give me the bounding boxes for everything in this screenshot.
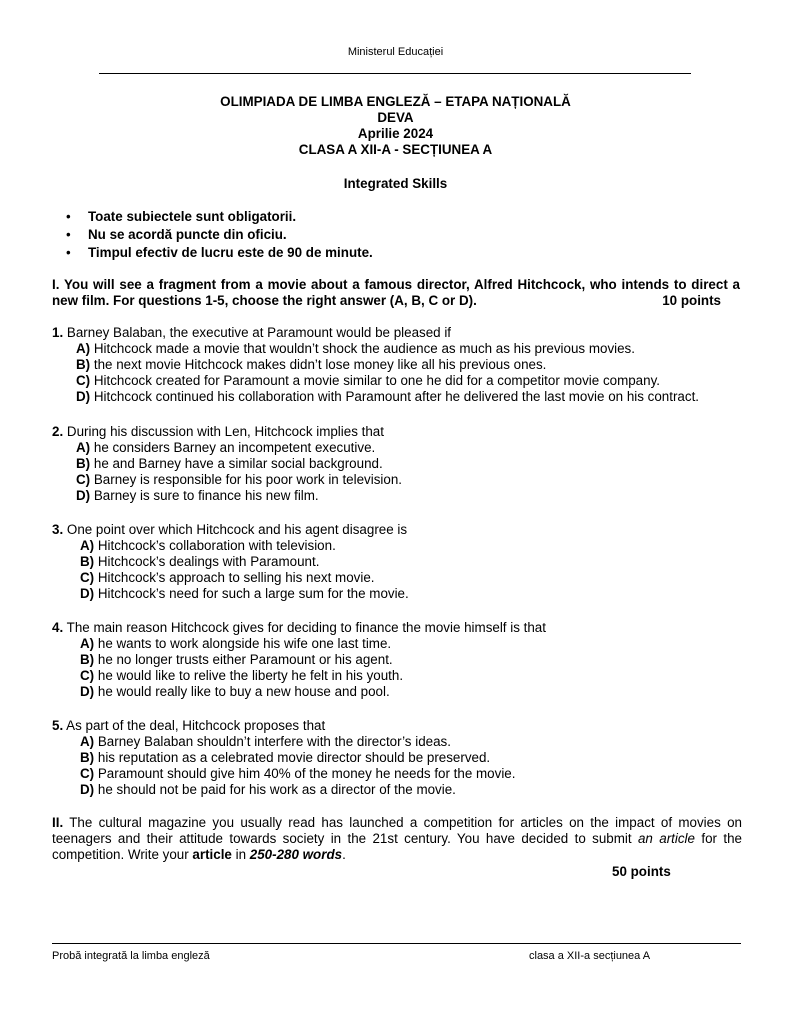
option-text: Hitchcock continued his collaboration with Paramount after he delivered the last movie on his contract. [93, 389, 700, 404]
option-letter: C) [80, 766, 95, 781]
section-1-points: 10 points [662, 293, 721, 308]
question-text: During his discussion with Len, Hitchcock implies that [66, 424, 384, 439]
question-stem [52, 424, 752, 440]
option-letter: B) [76, 456, 91, 471]
question-stem [52, 620, 752, 636]
answer-option [52, 684, 752, 700]
question-text: As part of the deal, Hitchcock proposes that [66, 718, 326, 733]
answer-option [52, 766, 752, 782]
option-text: he considers Barney an incompetent executive. [93, 440, 376, 455]
section-2-points: 50 points [612, 864, 671, 879]
section-2-bold-article: article [192, 847, 232, 862]
option-letter: D) [80, 586, 95, 601]
answer-option [52, 341, 752, 357]
option-text: Hitchcock’s approach to selling his next movie. [97, 570, 375, 585]
answer-option [52, 734, 752, 750]
option-text: Hitchcock’s need for such a large sum for the movie. [97, 586, 409, 601]
option-letter: A) [80, 734, 95, 749]
ministry-header: Ministerul Educației [347, 46, 444, 58]
option-letter: A) [76, 341, 91, 356]
section-1-instruction [52, 277, 740, 309]
option-text: Barney is responsible for his poor work in television. [93, 472, 403, 487]
rule-item: • Toate subiectele sunt obligatorii. [66, 209, 373, 227]
answer-option [52, 554, 752, 570]
option-text: he and Barney have a similar social background. [93, 456, 383, 471]
section-2-text: . [342, 847, 346, 862]
question-2 [52, 424, 752, 504]
answer-option [52, 488, 752, 504]
option-letter: C) [76, 472, 91, 487]
section-2-text: in [235, 847, 247, 862]
answer-option [52, 668, 752, 684]
exam-title: OLIMPIADA DE LIMBA ENGLEZĂ – ETAPA NAȚIONALĂ [220, 94, 571, 109]
answer-option [52, 570, 752, 586]
exam-class: CLASA A XII-A - SECȚIUNEA A [298, 142, 493, 157]
option-letter: A) [80, 636, 95, 651]
section-2-text: The cultural magazine you usually read has launched a competition for articles on the impact of movies on teenagers and their attitude towards society in the 21st century. You have decided to submit [52, 815, 742, 846]
section-1-text: I. You will see a fragment from a movie about a famous director, Alfred Hitchcock, who intends to direct a new film. For questions 1-5, choose the right answer (A, B, C or D). [52, 277, 740, 308]
question-number: 1. [52, 325, 64, 340]
exam-location: DEVA [377, 110, 414, 125]
option-text: he no longer trusts either Paramount or his agent. [97, 652, 393, 667]
option-text: his reputation as a celebrated movie director should be preserved. [97, 750, 491, 765]
option-text: Hitchcock’s dealings with Paramount. [97, 554, 320, 569]
footer-right-text: clasa a XII-a secțiunea A [529, 950, 651, 962]
section-2-text: for the competition. Write your [52, 831, 742, 862]
option-letter: B) [80, 652, 95, 667]
option-text: Barney is sure to finance his new film. [93, 488, 319, 503]
section-2-word-count: 250-280 words [249, 847, 343, 862]
answer-option [52, 357, 752, 373]
option-letter: A) [80, 538, 95, 553]
option-text: he would like to relive the liberty he felt in his youth. [97, 668, 404, 683]
question-1 [52, 325, 752, 405]
option-letter: D) [80, 782, 95, 797]
option-letter: B) [80, 750, 95, 765]
answer-option [52, 389, 752, 405]
option-text: he wants to work alongside his wife one last time. [97, 636, 392, 651]
option-text: Hitchcock created for Paramount a movie similar to one he did for a competitor movie company. [93, 373, 661, 388]
option-text: Barney Balaban shouldn’t interfere with the director’s ideas. [97, 734, 451, 749]
section-2-emph-article: an article [637, 831, 695, 846]
footer-divider [52, 943, 741, 944]
section-2-instruction [52, 815, 742, 863]
question-stem [52, 718, 752, 734]
question-number: 4. [52, 620, 64, 635]
header-divider [99, 73, 691, 74]
footer-left-text: Probă integrată la limba engleză [52, 950, 210, 962]
option-text: Hitchcock’s collaboration with television. [97, 538, 336, 553]
answer-option [52, 750, 752, 766]
answer-option [52, 586, 752, 602]
option-letter: B) [76, 357, 91, 372]
answer-option [52, 472, 752, 488]
option-text: he would really like to buy a new house and pool. [97, 684, 390, 699]
option-letter: D) [76, 488, 91, 503]
option-letter: D) [80, 684, 95, 699]
option-letter: A) [76, 440, 91, 455]
option-letter: C) [76, 373, 91, 388]
answer-option [52, 456, 752, 472]
option-letter: C) [80, 570, 95, 585]
exam-title-block [0, 94, 791, 158]
question-text: One point over which Hitchcock and his agent disagree is [66, 522, 408, 537]
option-text: he should not be paid for his work as a director of the movie. [97, 782, 456, 797]
answer-option [52, 636, 752, 652]
rules-list [66, 209, 373, 263]
question-number: 3. [52, 522, 64, 537]
option-text: Paramount should give him 40% of the money he needs for the movie. [97, 766, 516, 781]
question-3 [52, 522, 752, 602]
section-2-label: II. [52, 815, 64, 830]
option-text: the next movie Hitchcock makes didn’t lose money like all his previous ones. [93, 357, 547, 372]
question-text: Barney Balaban, the executive at Paramount would be pleased if [66, 325, 452, 340]
question-5 [52, 718, 752, 798]
rule-item: • Nu se acordă puncte din oficiu. [66, 227, 373, 245]
answer-option [52, 652, 752, 668]
option-letter: C) [80, 668, 95, 683]
exam-subtitle: Integrated Skills [343, 176, 448, 191]
option-letter: B) [80, 554, 95, 569]
question-number: 5. [52, 718, 64, 733]
answer-option [52, 782, 752, 798]
option-letter: D) [76, 389, 91, 404]
rule-item: • Timpul efectiv de lucru este de 90 de minute. [66, 245, 373, 263]
question-4 [52, 620, 752, 700]
question-text: The main reason Hitchcock gives for deciding to finance the movie himself is that [66, 620, 546, 635]
question-stem [52, 522, 752, 538]
answer-option [52, 538, 752, 554]
exam-date: Aprilie 2024 [357, 126, 434, 141]
question-stem [52, 325, 752, 341]
question-number: 2. [52, 424, 64, 439]
answer-option [52, 440, 752, 456]
answer-option [52, 373, 752, 389]
option-text: Hitchcock made a movie that wouldn’t shock the audience as much as his previous movies. [93, 341, 635, 356]
